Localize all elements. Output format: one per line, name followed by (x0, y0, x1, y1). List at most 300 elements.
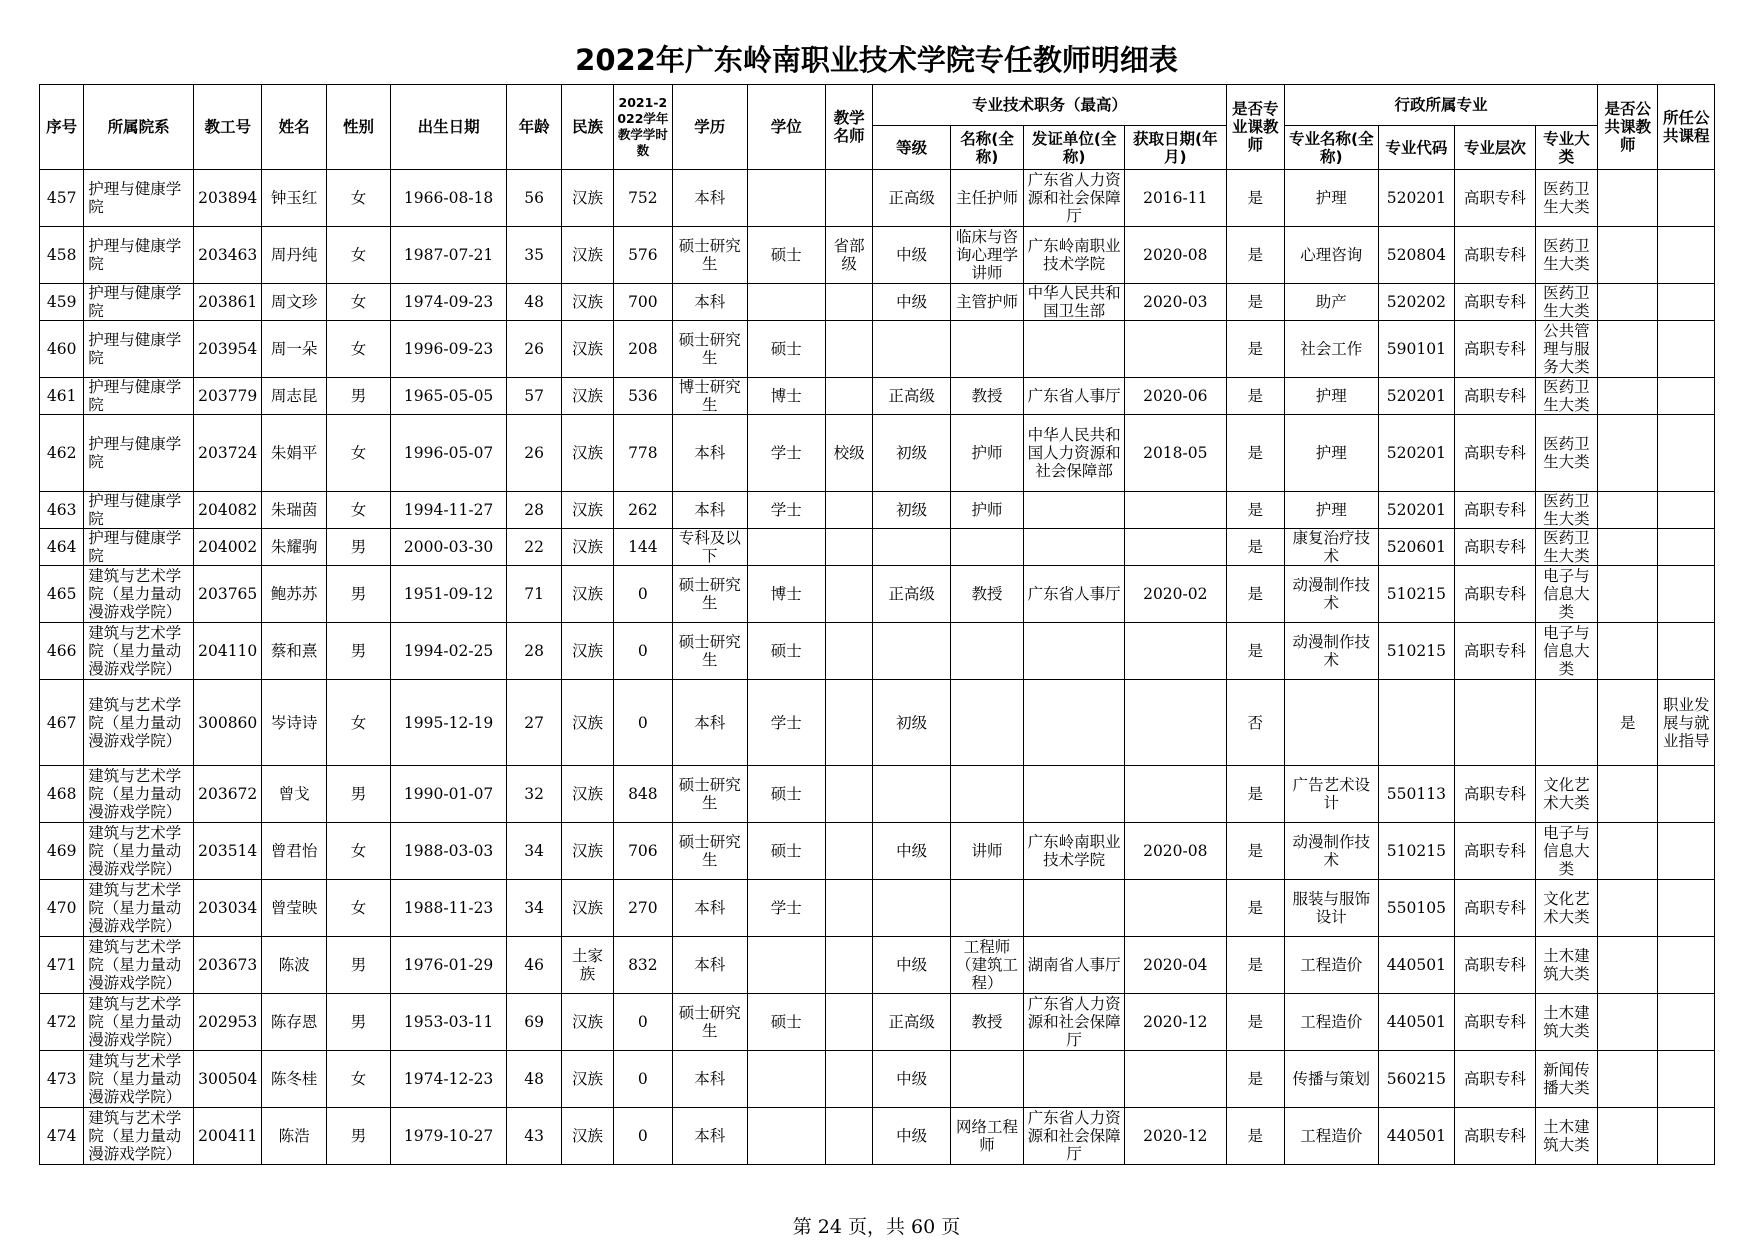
cell-major_t: 是 (1226, 170, 1284, 227)
header-is-public-teacher: 是否公共课教师 (1598, 85, 1658, 170)
cell-name: 曾莹映 (262, 880, 326, 937)
cell-name: 鲍苏苏 (262, 566, 326, 623)
cell-edu: 本科 (673, 170, 747, 227)
header-public-course: 所任公共课程 (1658, 85, 1715, 170)
header-education: 学历 (673, 85, 747, 170)
cell-issuer: 广东省人力资源和社会保障厅 (1024, 1108, 1125, 1165)
cell-degree (747, 937, 826, 994)
cell-mlevel: 高职专科 (1455, 529, 1536, 566)
cell-eth: 汉族 (562, 284, 613, 321)
cell-hours: 0 (613, 566, 672, 623)
cell-tname (950, 880, 1023, 937)
cell-mcat: 公共管理与服务大类 (1535, 321, 1597, 378)
cell-mcat: 电子与信息大类 (1535, 623, 1597, 680)
cell-pub_c: 职业发展与就业指导 (1658, 680, 1715, 766)
cell-mcat: 土木建筑大类 (1535, 994, 1597, 1051)
cell-edu: 本科 (673, 1051, 747, 1108)
cell-level: 初级 (873, 492, 951, 529)
cell-famous (826, 994, 873, 1051)
cell-level (873, 321, 951, 378)
table-body (40, 170, 1715, 1165)
cell-edu: 硕士研究生 (673, 994, 747, 1051)
cell-name: 陈冬桂 (262, 1051, 326, 1108)
cell-mlevel: 高职专科 (1455, 566, 1536, 623)
cell-mname: 动漫制作技术 (1285, 823, 1379, 880)
cell-mlevel: 高职专科 (1455, 321, 1536, 378)
table-row (40, 170, 1715, 227)
cell-seq: 473 (40, 1051, 84, 1108)
cell-mname: 传播与策划 (1285, 1051, 1379, 1108)
cell-mcat: 土木建筑大类 (1535, 937, 1597, 994)
cell-name: 周丹纯 (262, 227, 326, 284)
cell-mlevel: 高职专科 (1455, 170, 1536, 227)
cell-famous (826, 492, 873, 529)
cell-date: 2020-03 (1124, 284, 1226, 321)
cell-mname: 护理 (1285, 378, 1379, 415)
cell-seq: 472 (40, 994, 84, 1051)
cell-seq: 469 (40, 823, 84, 880)
cell-id: 203514 (193, 823, 261, 880)
cell-mname: 服装与服饰设计 (1285, 880, 1379, 937)
cell-age: 34 (506, 880, 561, 937)
cell-tname: 教授 (950, 994, 1023, 1051)
header-staff-id: 教工号 (193, 85, 261, 170)
cell-level (873, 529, 951, 566)
cell-level: 正高级 (873, 170, 951, 227)
cell-degree: 学士 (747, 880, 826, 937)
cell-date (1124, 1051, 1226, 1108)
cell-gender: 男 (326, 1108, 390, 1165)
cell-tname: 网络工程师 (950, 1108, 1023, 1165)
cell-seq: 467 (40, 680, 84, 766)
cell-hours: 0 (613, 994, 672, 1051)
cell-gender: 女 (326, 880, 390, 937)
cell-gender: 男 (326, 623, 390, 680)
table-row (40, 566, 1715, 623)
cell-hours: 0 (613, 680, 672, 766)
cell-famous (826, 1108, 873, 1165)
cell-edu: 本科 (673, 680, 747, 766)
cell-degree: 硕士 (747, 227, 826, 284)
cell-birth: 1994-02-25 (391, 623, 507, 680)
cell-famous (826, 1051, 873, 1108)
cell-pub_c (1658, 170, 1715, 227)
cell-eth: 土家族 (562, 937, 613, 994)
cell-mcode: 520601 (1378, 529, 1455, 566)
cell-birth: 1974-09-23 (391, 284, 507, 321)
cell-pub_c (1658, 880, 1715, 937)
cell-famous (826, 766, 873, 823)
cell-age: 35 (506, 227, 561, 284)
cell-dept: 护理与健康学院 (84, 492, 194, 529)
cell-hours: 262 (613, 492, 672, 529)
cell-pub_t (1598, 823, 1658, 880)
cell-eth: 汉族 (562, 529, 613, 566)
cell-mname: 动漫制作技术 (1285, 566, 1379, 623)
header-hours: 2021-2022学年教学学时数 (613, 85, 672, 170)
cell-age: 27 (506, 680, 561, 766)
cell-id: 203463 (193, 227, 261, 284)
cell-name: 朱娟平 (262, 415, 326, 492)
cell-mlevel: 高职专科 (1455, 415, 1536, 492)
cell-eth: 汉族 (562, 378, 613, 415)
cell-name: 蔡和熹 (262, 623, 326, 680)
cell-pub_t (1598, 284, 1658, 321)
cell-age: 71 (506, 566, 561, 623)
table-row (40, 529, 1715, 566)
cell-gender: 女 (326, 492, 390, 529)
cell-mname: 康复治疗技术 (1285, 529, 1379, 566)
cell-eth: 汉族 (562, 680, 613, 766)
cell-mcode: 520201 (1378, 378, 1455, 415)
table-row (40, 1051, 1715, 1108)
cell-degree: 博士 (747, 378, 826, 415)
cell-eth: 汉族 (562, 880, 613, 937)
cell-level: 初级 (873, 415, 951, 492)
cell-issuer: 广东省人事厅 (1024, 378, 1125, 415)
cell-eth: 汉族 (562, 766, 613, 823)
cell-eth: 汉族 (562, 170, 613, 227)
cell-mcode: 520201 (1378, 492, 1455, 529)
cell-pub_c (1658, 415, 1715, 492)
cell-mcat: 新闻传播大类 (1535, 1051, 1597, 1108)
cell-age: 48 (506, 284, 561, 321)
cell-seq: 471 (40, 937, 84, 994)
cell-level: 初级 (873, 680, 951, 766)
cell-issuer: 湖南省人事厅 (1024, 937, 1125, 994)
cell-eth: 汉族 (562, 623, 613, 680)
cell-mlevel: 高职专科 (1455, 766, 1536, 823)
cell-issuer (1024, 766, 1125, 823)
cell-tname (950, 766, 1023, 823)
cell-edu: 本科 (673, 284, 747, 321)
cell-pub_c (1658, 1051, 1715, 1108)
cell-level: 正高级 (873, 378, 951, 415)
cell-mlevel (1455, 680, 1536, 766)
cell-famous (826, 880, 873, 937)
cell-degree: 硕士 (747, 994, 826, 1051)
cell-dept: 建筑与艺术学院（星力量动漫游戏学院） (84, 1051, 194, 1108)
cell-pub_t (1598, 566, 1658, 623)
teacher-table (39, 84, 1715, 1165)
cell-id: 203779 (193, 378, 261, 415)
cell-pub_t (1598, 415, 1658, 492)
cell-age: 22 (506, 529, 561, 566)
cell-eth: 汉族 (562, 994, 613, 1051)
cell-age: 57 (506, 378, 561, 415)
cell-seq: 474 (40, 1108, 84, 1165)
cell-level: 中级 (873, 1108, 951, 1165)
cell-edu: 硕士研究生 (673, 321, 747, 378)
cell-mcode: 510215 (1378, 566, 1455, 623)
cell-famous (826, 623, 873, 680)
cell-degree: 硕士 (747, 766, 826, 823)
cell-major_t: 是 (1226, 566, 1284, 623)
cell-birth: 1988-03-03 (391, 823, 507, 880)
cell-seq: 461 (40, 378, 84, 415)
cell-age: 48 (506, 1051, 561, 1108)
cell-seq: 462 (40, 415, 84, 492)
cell-famous (826, 566, 873, 623)
cell-mcat: 医药卫生大类 (1535, 529, 1597, 566)
cell-degree: 硕士 (747, 623, 826, 680)
cell-dept: 护理与健康学院 (84, 529, 194, 566)
cell-date (1124, 880, 1226, 937)
cell-mcat: 电子与信息大类 (1535, 823, 1597, 880)
table-row (40, 1108, 1715, 1165)
cell-level: 中级 (873, 823, 951, 880)
cell-tname: 护师 (950, 415, 1023, 492)
cell-name: 周志昆 (262, 378, 326, 415)
cell-mlevel: 高职专科 (1455, 378, 1536, 415)
cell-pub_t (1598, 937, 1658, 994)
cell-date (1124, 492, 1226, 529)
cell-id: 300860 (193, 680, 261, 766)
cell-id: 203861 (193, 284, 261, 321)
cell-degree (747, 284, 826, 321)
cell-hours: 700 (613, 284, 672, 321)
cell-edu: 硕士研究生 (673, 623, 747, 680)
cell-pub_c (1658, 378, 1715, 415)
cell-hours: 536 (613, 378, 672, 415)
cell-age: 56 (506, 170, 561, 227)
cell-tname: 教授 (950, 566, 1023, 623)
cell-mcat (1535, 680, 1597, 766)
cell-famous (826, 321, 873, 378)
cell-issuer (1024, 623, 1125, 680)
cell-level (873, 766, 951, 823)
cell-seq: 465 (40, 566, 84, 623)
table-row (40, 823, 1715, 880)
cell-seq: 466 (40, 623, 84, 680)
cell-famous (826, 170, 873, 227)
cell-id: 203672 (193, 766, 261, 823)
cell-gender: 女 (326, 1051, 390, 1108)
cell-name: 岑诗诗 (262, 680, 326, 766)
header-title-name: 名称(全称) (950, 126, 1023, 170)
cell-famous (826, 284, 873, 321)
cell-edu: 本科 (673, 492, 747, 529)
cell-birth: 1951-09-12 (391, 566, 507, 623)
cell-dept: 建筑与艺术学院（星力量动漫游戏学院） (84, 766, 194, 823)
cell-hours: 576 (613, 227, 672, 284)
cell-mcat: 医药卫生大类 (1535, 170, 1597, 227)
cell-mcode: 440501 (1378, 937, 1455, 994)
cell-mcat: 土木建筑大类 (1535, 1108, 1597, 1165)
cell-mname: 护理 (1285, 415, 1379, 492)
cell-mcode: 520804 (1378, 227, 1455, 284)
table-row (40, 415, 1715, 492)
table-row (40, 994, 1715, 1051)
cell-mlevel: 高职专科 (1455, 1108, 1536, 1165)
cell-issuer: 广东省人力资源和社会保障厅 (1024, 994, 1125, 1051)
cell-id: 202953 (193, 994, 261, 1051)
cell-mcode: 560215 (1378, 1051, 1455, 1108)
cell-pub_t (1598, 1108, 1658, 1165)
cell-eth: 汉族 (562, 1051, 613, 1108)
cell-id: 204110 (193, 623, 261, 680)
cell-degree (747, 1051, 826, 1108)
cell-degree (747, 529, 826, 566)
cell-mcode: 520201 (1378, 415, 1455, 492)
cell-pub_c (1658, 994, 1715, 1051)
cell-tname (950, 623, 1023, 680)
cell-mcat: 文化艺术大类 (1535, 766, 1597, 823)
cell-issuer: 广东省人事厅 (1024, 566, 1125, 623)
cell-tname: 主管护师 (950, 284, 1023, 321)
cell-mname: 心理咨询 (1285, 227, 1379, 284)
cell-mlevel: 高职专科 (1455, 227, 1536, 284)
cell-name: 周文珍 (262, 284, 326, 321)
cell-major_t: 是 (1226, 321, 1284, 378)
cell-edu: 本科 (673, 880, 747, 937)
cell-issuer: 广东岭南职业技术学院 (1024, 823, 1125, 880)
cell-hours: 848 (613, 766, 672, 823)
cell-birth: 1976-01-29 (391, 937, 507, 994)
cell-issuer: 广东岭南职业技术学院 (1024, 227, 1125, 284)
cell-issuer (1024, 492, 1125, 529)
cell-dept: 建筑与艺术学院（星力量动漫游戏学院） (84, 880, 194, 937)
cell-name: 陈浩 (262, 1108, 326, 1165)
cell-hours: 208 (613, 321, 672, 378)
cell-pub_t (1598, 492, 1658, 529)
cell-mname: 助产 (1285, 284, 1379, 321)
cell-seq: 457 (40, 170, 84, 227)
cell-gender: 女 (326, 823, 390, 880)
cell-pub_c (1658, 321, 1715, 378)
cell-level: 中级 (873, 284, 951, 321)
cell-pub_t (1598, 994, 1658, 1051)
header-level: 等级 (873, 126, 951, 170)
cell-birth: 1990-01-07 (391, 766, 507, 823)
cell-level: 中级 (873, 227, 951, 284)
cell-hours: 0 (613, 1051, 672, 1108)
cell-level: 中级 (873, 1051, 951, 1108)
cell-tname: 主任护师 (950, 170, 1023, 227)
cell-major_t: 是 (1226, 378, 1284, 415)
cell-pub_t (1598, 227, 1658, 284)
header-seq: 序号 (40, 85, 84, 170)
cell-dept: 护理与健康学院 (84, 170, 194, 227)
table-row (40, 321, 1715, 378)
cell-issuer: 中华人民共和国人力资源和社会保障部 (1024, 415, 1125, 492)
cell-major_t: 是 (1226, 823, 1284, 880)
cell-tname (950, 321, 1023, 378)
cell-major_t: 是 (1226, 880, 1284, 937)
cell-major_t: 是 (1226, 1108, 1284, 1165)
cell-gender: 女 (326, 415, 390, 492)
cell-date: 2020-02 (1124, 566, 1226, 623)
cell-tname: 临床与咨询心理学讲师 (950, 227, 1023, 284)
cell-age: 46 (506, 937, 561, 994)
header-birth: 出生日期 (391, 85, 507, 170)
cell-dept: 护理与健康学院 (84, 415, 194, 492)
header-dept: 所属院系 (84, 85, 194, 170)
cell-eth: 汉族 (562, 227, 613, 284)
cell-pub_t (1598, 529, 1658, 566)
cell-age: 34 (506, 823, 561, 880)
cell-hours: 144 (613, 529, 672, 566)
cell-degree: 博士 (747, 566, 826, 623)
cell-tname: 教授 (950, 378, 1023, 415)
cell-degree: 学士 (747, 492, 826, 529)
cell-mlevel: 高职专科 (1455, 880, 1536, 937)
cell-pub_t (1598, 880, 1658, 937)
cell-gender: 男 (326, 766, 390, 823)
cell-issuer (1024, 1051, 1125, 1108)
cell-date (1124, 766, 1226, 823)
cell-major_t: 是 (1226, 284, 1284, 321)
cell-level: 中级 (873, 937, 951, 994)
cell-issuer (1024, 680, 1125, 766)
header-famous-teacher: 教学名师 (826, 85, 873, 170)
cell-name: 曾戈 (262, 766, 326, 823)
header-major-level: 专业层次 (1455, 126, 1536, 170)
cell-hours: 270 (613, 880, 672, 937)
cell-mcode: 510215 (1378, 623, 1455, 680)
cell-mcat: 医药卫生大类 (1535, 492, 1597, 529)
cell-famous (826, 680, 873, 766)
table-row (40, 623, 1715, 680)
cell-major_t: 是 (1226, 937, 1284, 994)
cell-mcode: 440501 (1378, 994, 1455, 1051)
cell-level (873, 880, 951, 937)
cell-birth: 1988-11-23 (391, 880, 507, 937)
cell-pub_c (1658, 529, 1715, 566)
cell-hours: 0 (613, 1108, 672, 1165)
cell-dept: 护理与健康学院 (84, 227, 194, 284)
cell-pub_c (1658, 284, 1715, 321)
cell-id: 203724 (193, 415, 261, 492)
cell-degree: 硕士 (747, 321, 826, 378)
cell-hours: 778 (613, 415, 672, 492)
cell-pub_c (1658, 623, 1715, 680)
cell-birth: 1974-12-23 (391, 1051, 507, 1108)
cell-age: 69 (506, 994, 561, 1051)
cell-major_t: 是 (1226, 529, 1284, 566)
cell-mlevel: 高职专科 (1455, 937, 1536, 994)
cell-gender: 女 (326, 680, 390, 766)
header-age: 年龄 (506, 85, 561, 170)
cell-mcode: 520201 (1378, 170, 1455, 227)
cell-id: 204002 (193, 529, 261, 566)
cell-tname (950, 529, 1023, 566)
header-ethnicity: 民族 (562, 85, 613, 170)
cell-mname (1285, 680, 1379, 766)
cell-birth: 1996-09-23 (391, 321, 507, 378)
header-obtain-date: 获取日期(年月) (1124, 126, 1226, 170)
cell-level: 正高级 (873, 994, 951, 1051)
table-row (40, 766, 1715, 823)
cell-dept: 建筑与艺术学院（星力量动漫游戏学院） (84, 823, 194, 880)
cell-mcode: 550105 (1378, 880, 1455, 937)
cell-age: 43 (506, 1108, 561, 1165)
cell-mcat: 医药卫生大类 (1535, 378, 1597, 415)
cell-mcat: 医药卫生大类 (1535, 227, 1597, 284)
table-row (40, 378, 1715, 415)
cell-date: 2018-05 (1124, 415, 1226, 492)
cell-birth: 1987-07-21 (391, 227, 507, 284)
cell-edu: 硕士研究生 (673, 566, 747, 623)
cell-name: 陈存恩 (262, 994, 326, 1051)
cell-birth: 1965-05-05 (391, 378, 507, 415)
cell-mname: 工程造价 (1285, 1108, 1379, 1165)
cell-famous (826, 823, 873, 880)
cell-pub_c (1658, 492, 1715, 529)
cell-mlevel: 高职专科 (1455, 492, 1536, 529)
header-gender: 性别 (326, 85, 390, 170)
table-row (40, 227, 1715, 284)
